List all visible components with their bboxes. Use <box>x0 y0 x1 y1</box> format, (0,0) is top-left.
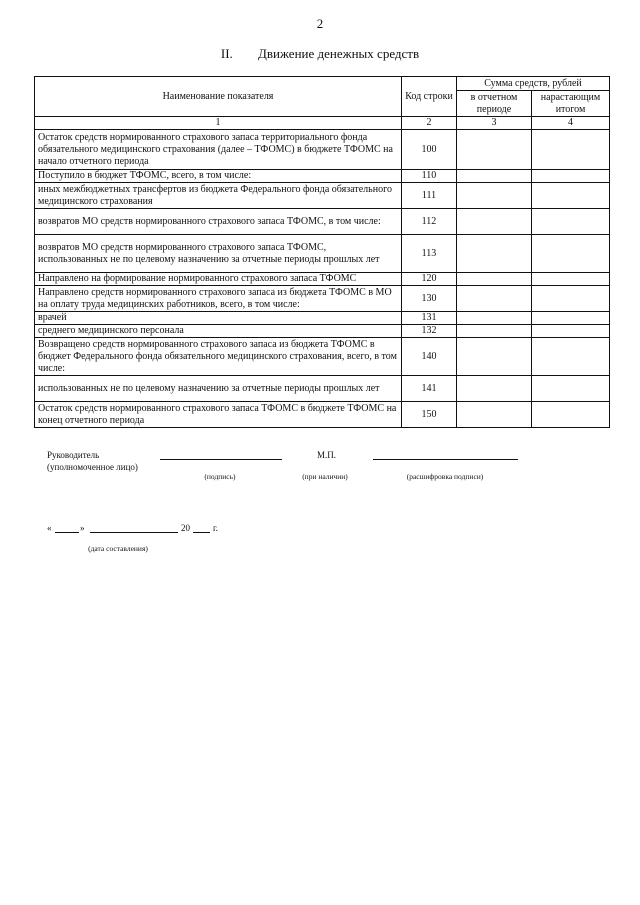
cumulative-value-cell[interactable] <box>532 235 610 273</box>
signature-line[interactable] <box>160 459 282 460</box>
row-code: 120 <box>402 273 457 286</box>
row-code: 140 <box>402 338 457 376</box>
row-name: возвратов МО средств нормированного страхового запаса ТФОМС, использованных не по целевому назначению за отчетные периоды прошлых лет <box>35 235 402 273</box>
table-row <box>35 170 610 183</box>
table-row <box>35 312 610 325</box>
row-name: возвратов МО средств нормированного страхового запаса ТФОМС, в том числе: <box>35 209 402 235</box>
cumulative-value-cell[interactable] <box>532 286 610 312</box>
head-sublabel: (уполномоченное лицо) <box>47 462 138 472</box>
row-name: Поступило в бюджет ТФОМС, всего, в том числе: <box>35 170 402 183</box>
page-number: 2 <box>316 16 324 31</box>
table-row <box>35 325 610 338</box>
row-code: 150 <box>402 402 457 428</box>
header-sum-group: Сумма средств, рублей <box>457 77 610 91</box>
period-value-cell[interactable] <box>457 376 532 402</box>
table-row <box>35 273 610 286</box>
row-code: 141 <box>402 376 457 402</box>
column-number: 3 <box>457 117 532 130</box>
date-close-quote: » <box>80 523 85 533</box>
row-name: Остаток средств нормированного страхового запаса территориального фонда обязательного медицинского страхования (далее – ТФОМС) в бюджете ТФОМС на начало отчетного периода <box>35 130 402 170</box>
column-number: 1 <box>35 117 402 130</box>
period-value-cell[interactable] <box>457 235 532 273</box>
date-month-line[interactable] <box>90 532 178 533</box>
header-indicator-name: Наименование показателя <box>35 77 402 117</box>
header-cumulative: нарастающим итогом <box>532 91 610 117</box>
table-row <box>35 376 610 402</box>
row-code: 113 <box>402 235 457 273</box>
row-code: 132 <box>402 325 457 338</box>
table-row <box>35 183 610 209</box>
cumulative-value-cell[interactable] <box>532 170 610 183</box>
cumulative-value-cell[interactable] <box>532 183 610 209</box>
cumulative-value-cell[interactable] <box>532 338 610 376</box>
row-code: 131 <box>402 312 457 325</box>
cumulative-value-cell[interactable] <box>532 273 610 286</box>
row-name: использованных не по целевому назначению за отчетные периоды прошлых лет <box>35 376 402 402</box>
column-number: 2 <box>402 117 457 130</box>
row-code: 110 <box>402 170 457 183</box>
table-row <box>35 209 610 235</box>
table-row <box>35 286 610 312</box>
row-name: среднего медицинского персонала <box>35 325 402 338</box>
period-value-cell[interactable] <box>457 273 532 286</box>
period-value-cell[interactable] <box>457 170 532 183</box>
row-name: Остаток средств нормированного страхового запаса ТФОМС в бюджете ТФОМС на конец отчетного периода <box>35 402 402 428</box>
row-code: 112 <box>402 209 457 235</box>
table-row <box>35 402 610 428</box>
period-value-cell[interactable] <box>457 312 532 325</box>
period-value-cell[interactable] <box>457 183 532 209</box>
section-number: II. <box>220 46 233 61</box>
period-value-cell[interactable] <box>457 338 532 376</box>
cumulative-value-cell[interactable] <box>532 130 610 170</box>
table-row <box>35 338 610 376</box>
row-code: 100 <box>402 130 457 170</box>
cumulative-value-cell[interactable] <box>532 209 610 235</box>
cash-flow-table <box>34 76 610 428</box>
cumulative-value-cell[interactable] <box>532 325 610 338</box>
row-name: иных межбюджетных трансфертов из бюджета Федерального фонда обязательного медицинского страхования <box>35 183 402 209</box>
date-year-suffix: г. <box>213 523 218 533</box>
row-code: 130 <box>402 286 457 312</box>
row-name: Направлено на формирование нормированного страхового запаса ТФОМС <box>35 273 402 286</box>
date-day-line[interactable] <box>55 532 79 533</box>
period-value-cell[interactable] <box>457 130 532 170</box>
header-row-code: Код строки <box>402 77 457 117</box>
cumulative-value-cell[interactable] <box>532 402 610 428</box>
row-name: Возвращено средств нормированного страхового запаса из бюджета ТФОМС в бюджет Федерального фонда обязательного медицинского страхования, всего, в том числе: <box>35 338 402 376</box>
column-number: 4 <box>532 117 610 130</box>
period-value-cell[interactable] <box>457 325 532 338</box>
header-period: в отчетном периоде <box>457 91 532 117</box>
cumulative-value-cell[interactable] <box>532 312 610 325</box>
date-year-prefix: 20 <box>181 523 190 533</box>
row-name: врачей <box>35 312 402 325</box>
head-label: Руководитель <box>47 450 100 460</box>
table-row <box>35 235 610 273</box>
table-row <box>35 130 610 170</box>
period-value-cell[interactable] <box>457 286 532 312</box>
date-open-quote: « <box>47 523 52 533</box>
signature-caption: (подпись) <box>204 472 236 481</box>
section-title <box>0 46 640 62</box>
row-code: 111 <box>402 183 457 209</box>
if-any-caption: (при наличии) <box>302 472 348 481</box>
row-name: Направлено средств нормированного страхового запаса из бюджета ТФОМС в МО на оплату труда медицинских работников, всего, в том числе: <box>35 286 402 312</box>
cumulative-value-cell[interactable] <box>532 376 610 402</box>
period-value-cell[interactable] <box>457 402 532 428</box>
date-caption: (дата составления) <box>88 544 148 553</box>
period-value-cell[interactable] <box>457 209 532 235</box>
name-decoding-line[interactable] <box>373 459 518 460</box>
date-year-line[interactable] <box>193 532 210 533</box>
decoding-caption: (расшифровка подписи) <box>406 472 484 481</box>
section-title-text: Движение денежных средств <box>258 46 420 61</box>
stamp-place-label: М.П. <box>317 450 337 460</box>
